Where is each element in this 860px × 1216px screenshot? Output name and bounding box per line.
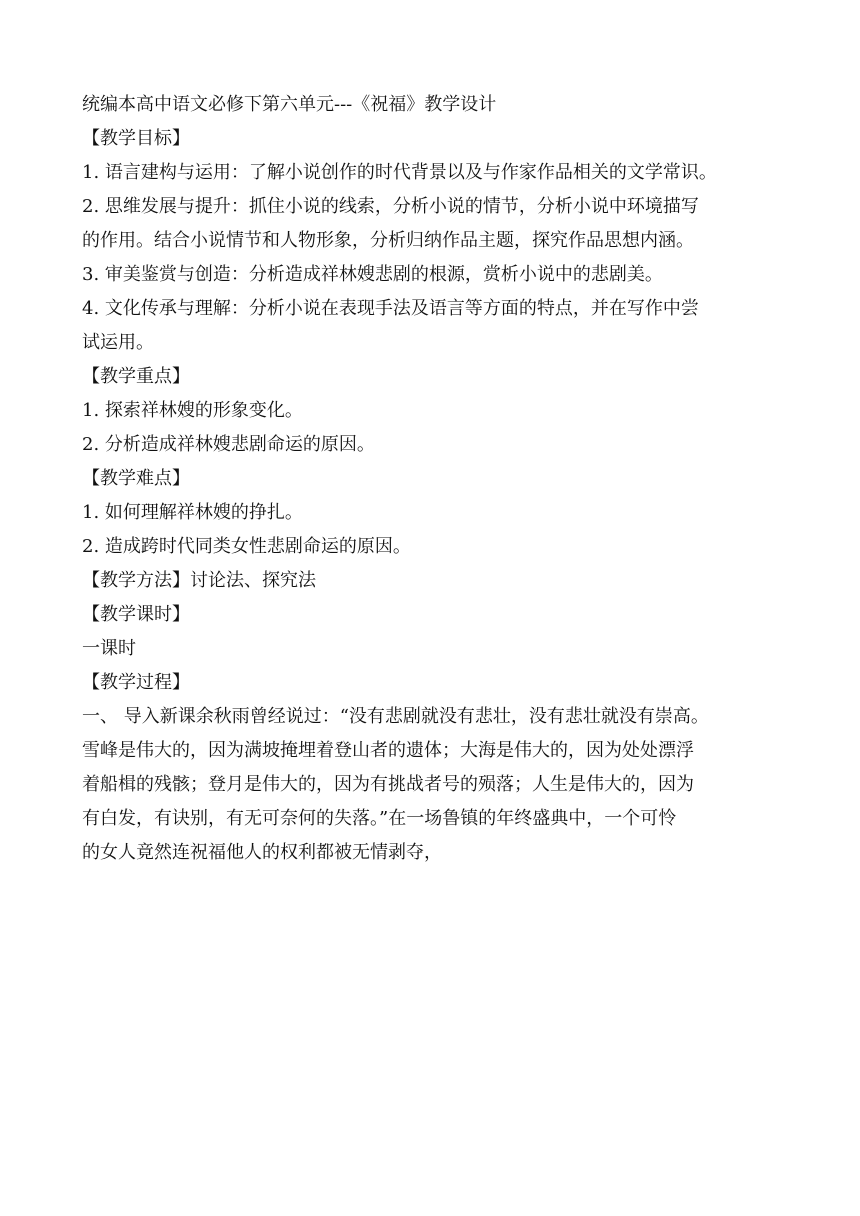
document-title: 统编本高中语文必修下第六单元---《祝福》教学设计 bbox=[82, 94, 497, 115]
class-hours-value: 一课时 bbox=[82, 638, 136, 659]
key-point-item-1: 1. 探索祥林嫂的形象变化。 bbox=[82, 400, 303, 421]
section-heading-objectives: 【教学目标】 bbox=[82, 128, 190, 149]
difficulty-item-2: 2. 造成跨时代同类女性悲剧命运的原因。 bbox=[82, 536, 411, 557]
section-heading-process: 【教学过程】 bbox=[82, 672, 190, 693]
objective-item-3: 3. 审美鉴赏与创造：分析造成祥林嫂悲剧的根源，赏析小说中的悲剧美。 bbox=[82, 264, 663, 285]
objective-item-4: 4. 文化传承与理解：分析小说在表现手法及语言等方面的特点，并在写作中尝 bbox=[82, 298, 699, 319]
section-heading-difficulties: 【教学难点】 bbox=[82, 468, 190, 489]
objective-item-4-cont: 试运用。 bbox=[82, 332, 154, 353]
process-paragraph-line-4: 有白发，有诀别，有无可奈何的失落。”在一场鲁镇的年终盛典中，一个可怜 bbox=[82, 808, 677, 829]
process-paragraph-line-5: 的女人竟然连祝福他人的权利都被无情剥夺， bbox=[82, 842, 442, 863]
difficulty-item-1: 1. 如何理解祥林嫂的挣扎。 bbox=[82, 502, 303, 523]
section-heading-key-points: 【教学重点】 bbox=[82, 366, 190, 387]
objective-item-1: 1. 语言建构与运用：了解小说创作的时代背景以及与作家作品相关的文学常识。 bbox=[82, 162, 717, 183]
key-point-item-2: 2. 分析造成祥林嫂悲剧命运的原因。 bbox=[82, 434, 375, 455]
process-paragraph-line-1: 一、 导入新课余秋雨曾经说过：“没有悲剧就没有悲壮，没有悲壮就没有崇高。 bbox=[82, 706, 709, 727]
process-paragraph-line-2: 雪峰是伟大的，因为满坡掩埋着登山者的遗体；大海是伟大的，因为处处漂浮 bbox=[82, 740, 694, 761]
objective-item-2: 2. 思维发展与提升：抓住小说的线索，分析小说的情节，分析小说中环境描写 bbox=[82, 196, 699, 217]
objective-item-2-cont: 的作用。结合小说情节和人物形象，分析归纳作品主题，探究作品思想内涵。 bbox=[82, 230, 694, 251]
process-paragraph-line-3: 着船楫的残骸；登月是伟大的，因为有挑战者号的殒落；人生是伟大的，因为 bbox=[82, 774, 694, 795]
section-heading-class-hours: 【教学课时】 bbox=[82, 604, 190, 625]
section-heading-methods: 【教学方法】讨论法、探究法 bbox=[82, 570, 316, 591]
